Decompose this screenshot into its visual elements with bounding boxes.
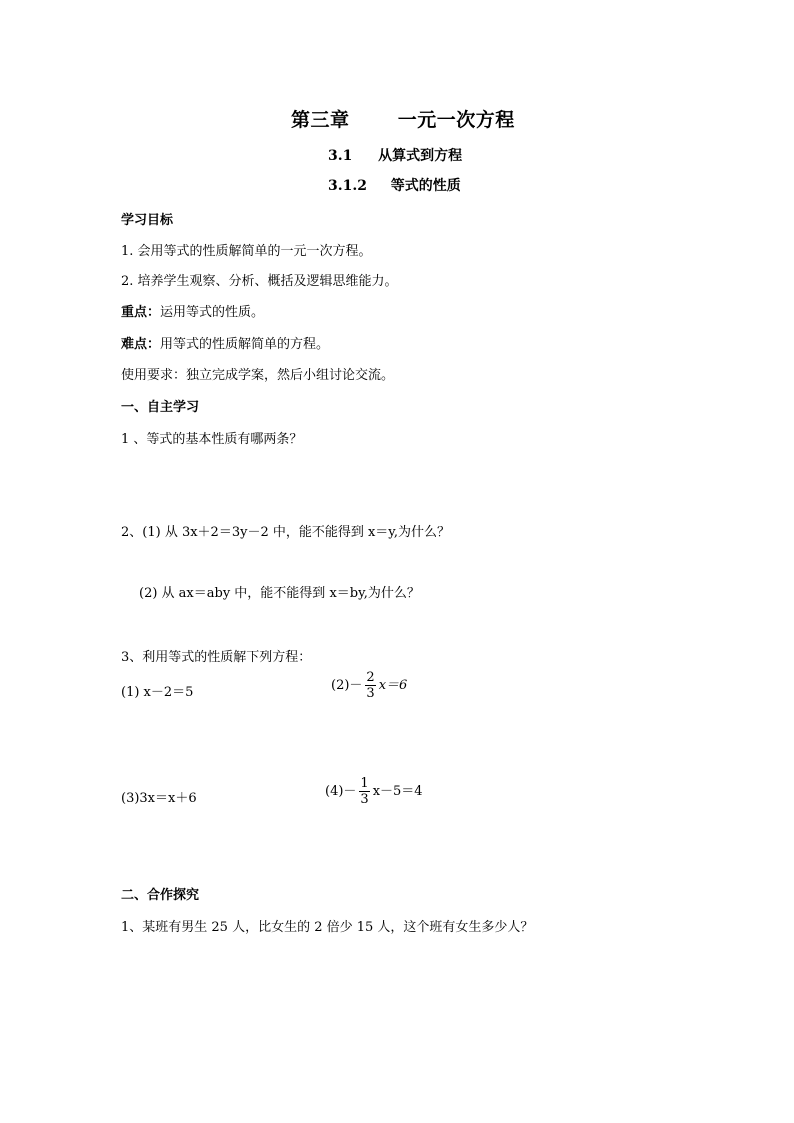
eq4-suffix: x－5＝4 (372, 784, 423, 799)
subsection-heading (328, 175, 461, 195)
objective-item: 2. 培养学生观察、分析、概括及逻辑思维能力。 (121, 274, 398, 289)
chapter-heading (291, 105, 515, 132)
collab-question-1: 1、某班有男生 25 人，比女生的 2 倍少 15 人，这个班有女生多少人？ (121, 920, 534, 935)
subsection-number: 3.1.2 (328, 178, 367, 194)
equation-3: (3)3x＝x＋6 (121, 791, 197, 806)
eq2-suffix: x＝6 (378, 678, 408, 693)
part2-heading: 二、合作探究 (121, 888, 200, 903)
difficulty-text: 用等式的性质解简单的方程。 (160, 337, 330, 352)
eq2-numerator: 2 (366, 670, 375, 685)
section-heading (328, 145, 462, 165)
eq4-fraction (359, 776, 369, 807)
part1-heading: 一、自主学习 (121, 400, 200, 415)
eq2-denominator: 3 (366, 686, 375, 701)
eq4-numerator: 1 (360, 776, 369, 791)
section-number: 3.1 (328, 148, 353, 164)
key-text: 运用等式的性质。 (160, 305, 265, 320)
equation-1: (1) x－2＝5 (121, 685, 194, 700)
eq4-denominator: 3 (360, 792, 369, 807)
eq2-prefix: (2)－ (331, 678, 363, 693)
usage-requirement: 使用要求：独立完成学案，然后小组讨论交流。 (121, 368, 395, 383)
difficulty-label: 难点： (121, 337, 161, 352)
key-point (121, 301, 264, 320)
question-2b: (2) 从 ax＝aby 中，能不能得到 x＝by,为什么？ (139, 586, 420, 601)
key-label: 重点： (121, 305, 161, 320)
eq4-prefix: (4)－ (325, 784, 357, 799)
question-3: 3、利用等式的性质解下列方程： (121, 650, 312, 665)
section-title: 从算式到方程 (378, 148, 463, 164)
question-1: 1 、等式的基本性质有哪两条？ (121, 432, 303, 447)
objectives-heading: 学习目标 (121, 213, 174, 228)
objective-item: 1. 会用等式的性质解简单的一元一次方程。 (121, 244, 372, 259)
eq2-fraction (365, 670, 375, 701)
chapter-title: 一元一次方程 (397, 109, 515, 131)
difficulty-point (121, 333, 329, 352)
question-2a: 2、(1) 从 3x＋2＝3y－2 中，能不能得到 x＝y,为什么？ (121, 525, 451, 540)
equation-2 (331, 670, 407, 701)
subsection-title: 等式的性质 (390, 178, 461, 194)
chapter-number: 第三章 (291, 109, 350, 131)
equation-4 (325, 776, 423, 807)
